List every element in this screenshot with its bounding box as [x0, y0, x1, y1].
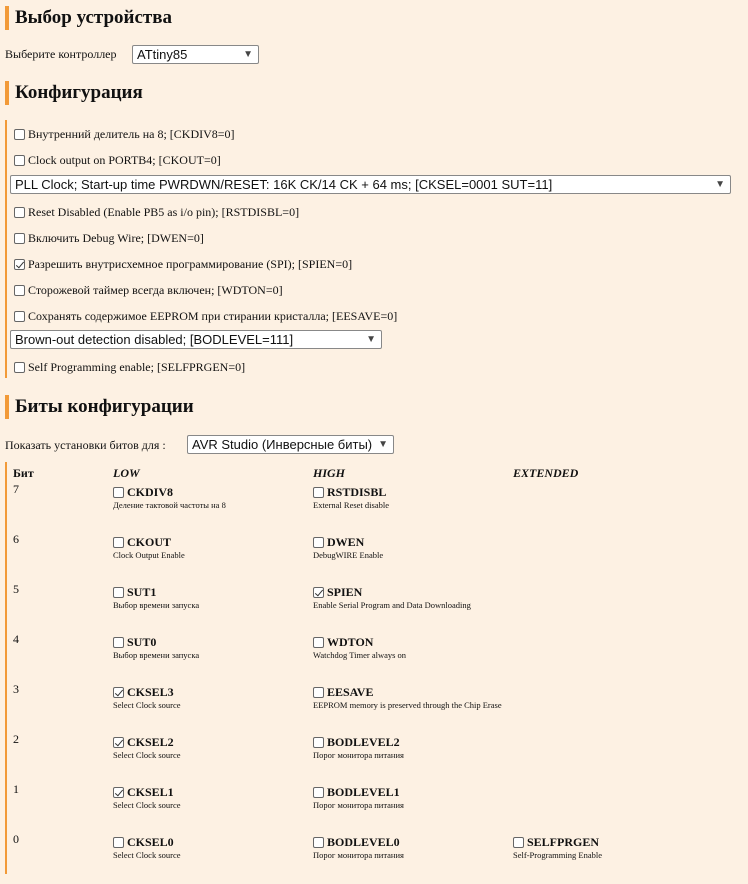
- fuse-bit-name: BODLEVEL0: [327, 835, 400, 849]
- checkbox[interactable]: [14, 285, 25, 296]
- checkbox[interactable]: [313, 787, 324, 798]
- header-extended: EXTENDED: [513, 466, 579, 480]
- fuse-bit-cksel0[interactable]: [113, 835, 303, 860]
- fuse-bit-ckout[interactable]: [113, 535, 303, 560]
- checkbox[interactable]: [313, 637, 324, 648]
- section-title-device: Выбор устройства: [5, 6, 172, 30]
- chevron-down-icon: ▼: [715, 179, 725, 190]
- fuse-bit-name: SPIEN: [327, 585, 363, 599]
- fuse-bit-desc: Select Clock source: [113, 850, 181, 860]
- option-spien[interactable]: [14, 256, 352, 272]
- fuse-bit-name: BODLEVEL1: [327, 785, 400, 799]
- fuse-bit-desc: Выбор времени запуска: [113, 600, 200, 610]
- show-select-value: AVR Studio (Инверсные биты): [192, 437, 373, 452]
- fuse-bit-name: CKSEL0: [127, 835, 174, 849]
- fuse-bit-name: BODLEVEL2: [327, 735, 400, 749]
- fuse-bit-name: CKSEL1: [127, 785, 174, 799]
- checkbox[interactable]: [313, 487, 324, 498]
- fuse-bit-ckdiv8[interactable]: [113, 485, 303, 510]
- fuse-bit-spien[interactable]: [313, 585, 503, 610]
- checkbox[interactable]: [113, 687, 124, 698]
- section-title-bits: Биты конфигурации: [5, 395, 194, 419]
- bit-number: 2: [13, 732, 19, 746]
- fuse-bit-bodlevel0[interactable]: [313, 835, 503, 860]
- option-dwen[interactable]: [14, 230, 204, 246]
- checkbox[interactable]: [14, 155, 25, 166]
- chevron-down-icon: ▼: [378, 439, 388, 450]
- bit-number: 0: [13, 832, 19, 846]
- checkbox[interactable]: [113, 787, 124, 798]
- controller-select-value: ATtiny85: [137, 47, 188, 62]
- option-rstdisbl[interactable]: [14, 204, 299, 220]
- fuse-bit-desc: DebugWIRE Enable: [313, 550, 384, 560]
- option-label: Разрешить внутрисхемное программирование (SPI); [SPIEN=0]: [28, 257, 353, 271]
- fuse-bit-name: SUT1: [127, 585, 157, 599]
- option-selfprgen[interactable]: [14, 359, 245, 375]
- chevron-down-icon: ▼: [366, 334, 376, 345]
- fuse-bit-rstdisbl[interactable]: [313, 485, 503, 510]
- option-label: Сторожевой таймер всегда включен; [WDTON=0]: [28, 283, 283, 297]
- fuse-bit-cksel1[interactable]: [113, 785, 303, 810]
- fuse-bit-wdton[interactable]: [313, 635, 503, 660]
- checkbox[interactable]: [313, 537, 324, 548]
- option-label: Включить Debug Wire; [DWEN=0]: [28, 231, 204, 245]
- checkbox[interactable]: [313, 837, 324, 848]
- show-select[interactable]: [187, 435, 394, 454]
- checkbox[interactable]: [113, 737, 124, 748]
- fuse-bit-desc: External Reset disable: [313, 500, 390, 510]
- bits-divider: [5, 462, 7, 874]
- fuse-bit-sut0[interactable]: [113, 635, 303, 660]
- fuse-bit-desc: Watchdog Timer always on: [313, 650, 407, 660]
- checkbox[interactable]: [14, 207, 25, 218]
- checkbox[interactable]: [113, 837, 124, 848]
- fuse-bit-dwen[interactable]: [313, 535, 503, 560]
- option-label: Clock output on PORTB4; [CKOUT=0]: [28, 153, 221, 167]
- clock-select[interactable]: [10, 175, 731, 194]
- fuse-bit-name: CKDIV8: [127, 485, 174, 499]
- bit-number: 4: [13, 632, 19, 646]
- checkbox[interactable]: [113, 487, 124, 498]
- header-high: HIGH: [313, 466, 346, 480]
- option-eesave[interactable]: [14, 308, 397, 324]
- fuse-bit-name: WDTON: [327, 635, 374, 649]
- fuse-bit-name: CKSEL3: [127, 685, 174, 699]
- fuse-bit-sut1[interactable]: [113, 585, 303, 610]
- bod-select[interactable]: [10, 330, 382, 349]
- fuse-bit-desc: Select Clock source: [113, 800, 181, 810]
- fuse-bit-name: SUT0: [127, 635, 157, 649]
- option-wdton[interactable]: [14, 282, 283, 298]
- option-label: Reset Disabled (Enable PB5 as i/o pin); [RSTDISBL=0]: [28, 205, 300, 219]
- fuse-bit-cksel3[interactable]: [113, 685, 303, 710]
- bit-number: 6: [13, 532, 19, 546]
- option-label: Сохранять содержимое EEPROM при стирании кристалла; [EESAVE=0]: [28, 309, 398, 323]
- bit-number: 5: [13, 582, 19, 596]
- checkbox[interactable]: [113, 637, 124, 648]
- controller-label: Выберите контроллер: [5, 47, 117, 61]
- checkbox[interactable]: [313, 687, 324, 698]
- fuse-bit-desc: Выбор времени запуска: [113, 650, 200, 660]
- fuse-bit-eesave[interactable]: [313, 685, 503, 710]
- clock-select-value: PLL Clock; Start-up time PWRDWN/RESET: 16K CK/14 CK + 64 ms; [CKSEL=0001 SUT=11]: [15, 177, 553, 192]
- bod-select-value: Brown-out detection disabled; [BODLEVEL=111]: [15, 332, 294, 347]
- fuse-bit-desc: Enable Serial Program and Data Downloading: [313, 600, 471, 610]
- header-bit: Бит: [13, 466, 34, 480]
- fuse-bit-name: CKOUT: [127, 535, 172, 549]
- header-low: LOW: [113, 466, 140, 480]
- checkbox[interactable]: [14, 233, 25, 244]
- fuse-bit-bodlevel1[interactable]: [313, 785, 503, 810]
- bit-number: 3: [13, 682, 19, 696]
- fuse-bit-bodlevel2[interactable]: [313, 735, 503, 760]
- option-label: Внутренний делитель на 8; [CKDIV8=0]: [28, 127, 235, 141]
- fuse-bit-desc: Self-Programming Enable: [513, 850, 602, 860]
- option-ckout[interactable]: [14, 152, 221, 168]
- controller-select[interactable]: [132, 45, 259, 64]
- fuse-bit-desc: Select Clock source: [113, 750, 181, 760]
- fuse-bit-name: EESAVE: [327, 685, 374, 699]
- checkbox[interactable]: [14, 129, 25, 140]
- fuse-bit-desc: EEPROM memory is preserved through the Chip Erase: [313, 700, 502, 710]
- checkbox[interactable]: [14, 311, 25, 322]
- fuse-bit-name: CKSEL2: [127, 735, 174, 749]
- fuse-bit-desc: Clock Output Enable: [113, 550, 185, 560]
- fuse-bit-desc: Select Clock source: [113, 700, 181, 710]
- fuse-bit-desc: Деление тактовой частоты на 8: [113, 500, 226, 510]
- checkbox[interactable]: [14, 259, 25, 270]
- checkbox[interactable]: [14, 362, 25, 373]
- checkbox[interactable]: [313, 737, 324, 748]
- checkbox[interactable]: [313, 587, 324, 598]
- option-ckdiv8[interactable]: [14, 126, 235, 142]
- chevron-down-icon: ▼: [243, 49, 253, 60]
- checkbox[interactable]: [113, 537, 124, 548]
- fuse-bit-desc: Порог монитора питания: [313, 800, 404, 810]
- checkbox[interactable]: [513, 837, 524, 848]
- fuse-bit-selfprgen[interactable]: [513, 835, 703, 860]
- fuse-bit-desc: Порог монитора питания: [313, 850, 404, 860]
- show-label: Показать установки битов для :: [5, 438, 166, 452]
- fuse-bit-name: DWEN: [327, 535, 365, 549]
- fuse-bit-cksel2[interactable]: [113, 735, 303, 760]
- fuse-bit-name: SELFPRGEN: [527, 835, 600, 849]
- bit-number: 7: [13, 482, 19, 496]
- fuse-bit-desc: Порог монитора питания: [313, 750, 404, 760]
- config-divider: [5, 120, 7, 378]
- checkbox[interactable]: [113, 587, 124, 598]
- option-label: Self Programming enable; [SELFPRGEN=0]: [28, 360, 246, 374]
- bit-number: 1: [13, 782, 19, 796]
- section-title-config: Конфигурация: [5, 81, 143, 105]
- fuse-bit-name: RSTDISBL: [327, 485, 387, 499]
